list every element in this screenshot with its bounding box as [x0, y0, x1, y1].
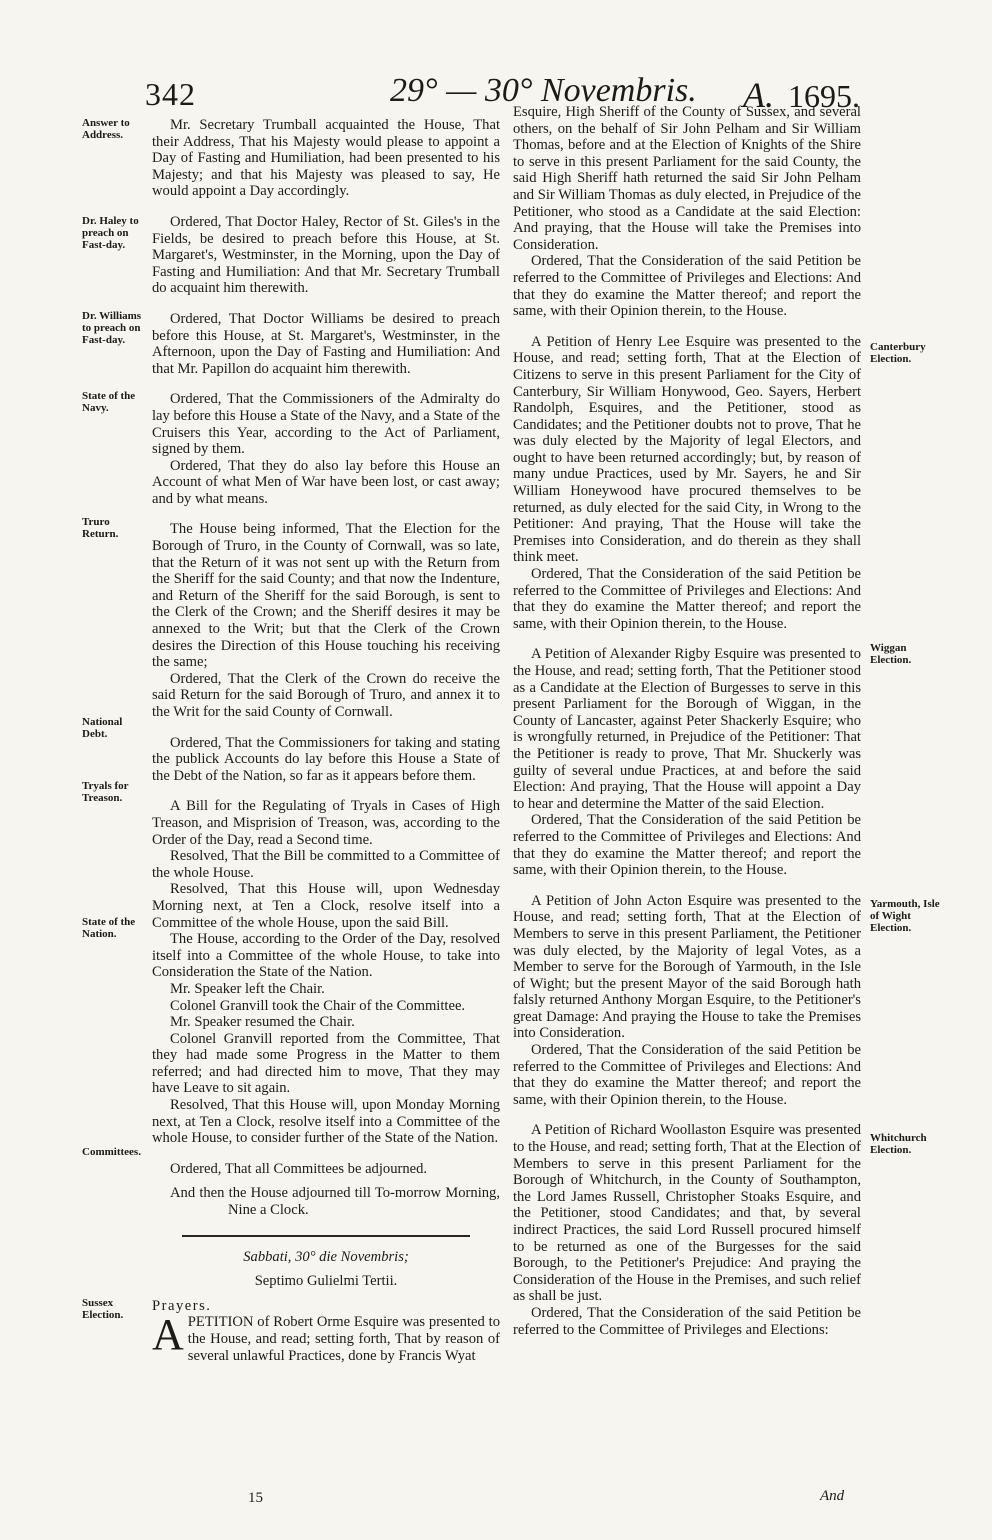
margin-note: National Debt. — [82, 716, 123, 740]
paragraph: A Petition of Henry Lee Esquire was presented to the House, and read; setting forth, That at the Election of Citizens to serve in this present Parliament for the City of Canterbury, Sir William Honywood, Geo. Sayers, Herbert Randolph, Esquires, and the Petitioner, stood as Candidates; and the Petitioner doubts not to prove, That he was duly elected by the Majority of legal Electors, and ought to have been returned accordingly; but, by reason of many undue Practices, used by Mr. Sayers, he and Sir William Honeywood have procured themselves to be returned, as duly elected for the said City, in Wrong to the Petitioner: And praying, That the House will take the Premises into Consideration, and do therein as they shall think meet. — [513, 333, 861, 566]
paragraph: Ordered, That the Clerk of the Crown do receive the said Return for the said Borough of Truro, and annex it to the Writ for the said County of Cornwall. — [152, 670, 500, 720]
paragraph: Ordered, That the Consideration of the said Petition be referred to the Committee of Privileges and Elections: And that they do examine the Matter thereof; and report the same, with their Opinion therein, to the House. — [513, 812, 861, 879]
header-year-letter: A. — [743, 75, 774, 115]
catchword: And — [820, 1488, 845, 1504]
paragraph: Ordered, That they do also lay before this House an Account of what Men of War have been lost, or cast away; and by what means. — [152, 457, 500, 507]
margin-note: Committees. — [82, 1146, 141, 1158]
paragraph: Mr. Speaker left the Chair. — [170, 980, 325, 997]
margin-note: Yarmouth, Isle of Wight Election. — [870, 898, 940, 934]
paragraph — [152, 1310, 500, 1364]
adjournment: And then the House adjourned till To-morrow Morning, Nine a Clock. — [170, 1185, 500, 1219]
margin-note: Truro Return. — [82, 516, 119, 540]
margin-note: Tryals for Treason. — [82, 780, 129, 804]
paragraph: Ordered, That the Consideration of the said Petition be referred to the Committee of Privileges and Elections: And that they do examine the Matter thereof; and report the same, with their Opinion therein, to the House. — [513, 1042, 861, 1108]
margin-note: Whitchurch Election. — [870, 1132, 927, 1156]
margin-note: Answer to Address. — [82, 117, 130, 141]
paragraph: Mr. Speaker resumed the Chair. — [170, 1014, 355, 1031]
section-rule — [182, 1235, 470, 1237]
paragraph: Ordered, That Doctor Haley, Rector of St. Giles's in the Fields, be desired to preach before this House, at St. Margaret's, Westminster, in the Morning, upon the Day of Fasting and Humiliation: And that Mr. Secretary Trumball do acquaint him therewith. — [152, 213, 500, 297]
paragraph: Ordered, That the Consideration of the said Petition be referred to the Committee of Privileges and Elections: And that they do examine the Matter thereof; and report the same, with their Opinion therein, to the House. — [513, 566, 861, 632]
page-number: 342 — [145, 76, 196, 112]
margin-note: Sussex Election. — [82, 1297, 124, 1321]
date-line: Sabbati, 30° die Novembris; — [243, 1248, 409, 1265]
paragraph: Resolved, That the Bill be committed to a Committee of the whole House. — [152, 848, 500, 881]
right-column — [513, 104, 861, 1338]
paragraph: Mr. Secretary Trumball acquainted the House, That their Address, That his Majesty would please to appoint a Day of Fasting and Humiliation, had been presented to his Majesty; and that his Majesty was pleased to say, He would appoint a Day accordingly. — [152, 117, 500, 200]
drop-cap: A — [152, 1310, 184, 1360]
prayers-heading: Prayers. — [152, 1297, 212, 1314]
paragraph: A Petition of Richard Woollaston Esquire was presented to the House, and read; setting forth, That at the Election of Members to serve in this present Parliament for the Borough of Whitchurch, in the County of Southampton, the Lord James Russell, Christopher Stoaks Esquire, and the Petitioner, stood Candidates; and that, by several indirect Practices, the said Lord Russell procured himself to be returned as one of the Burgesses for the said Borough, to the Petitioner's Prejudice: And praying the Consideration of the House in the Premises, and such relief as shall be just. — [513, 1122, 861, 1305]
regnal-year: Septimo Gulielmi Tertii. — [254, 1273, 398, 1290]
paragraph: Ordered, That the Consideration of the said Petition be referred to the Committee of Privileges and Elections: — [513, 1304, 861, 1338]
paragraph: Ordered, That the Consideration of the said Petition be referred to the Committee of Privileges and Elections: And that they do examine the Matter thereof; and report the same, with their Opinion therein, to the House. — [513, 253, 861, 320]
paragraph: Colonel Granvill reported from the Committee, That they had made some Progress in the Matter to them referred; and had directed him to move, That they may have Leave to sit again. — [152, 1030, 500, 1097]
margin-note: Dr. Haley to preach on Fast-day. — [82, 215, 139, 251]
header-title: 29° — 30° Novembris. — [390, 72, 697, 109]
paragraph: A Petition of John Acton Esquire was presented to the House, and read; setting forth, That at the Election of Members to serve in this present Parliament, the Petitioner was duly elected, by the Majority of legal Votes, as a Member to serve for the Borough of Yarmouth, in the Isle of Wight; but the present Mayor of the said Borough hath falsly returned Anthony Morgan Esquire, to the Petitioner's great Damage: And praying the House to take the Premises into Consideration. — [513, 892, 861, 1042]
paragraph: Colonel Granvill took the Chair of the Committee. — [170, 997, 466, 1014]
paragraph: A Petition of Alexander Rigby Esquire was presented to the House, and read; setting forth, That the Petitioner stood as a Candidate at the Election of Burgesses to serve in this present Parliament for the Borough of Wiggan, in the County of Lancaster, against Peter Shackerly Esquire; who is wrongfully returned, in Prejudice of the Petitioner: That the Petitioner is ready to prove, That Mr. Shuckerly was guilty of several undue Practices, at and before the said Election: And praying, That the House will appoint a Day to hear and determine the Matter of the said Election. — [513, 646, 861, 812]
paragraph: The House, according to the Order of the Day, resolved itself into a Committee of the whole House, to take into Consideration the State of the Nation. — [152, 931, 500, 981]
signature-mark: 15 — [248, 1490, 263, 1506]
paragraph-text: PETITION of Robert Orme Esquire was presented to the House, and read; setting forth, That by reason of several unlawful Practices, done by Francis Wyat — [187, 1314, 500, 1364]
paragraph: Esquire, High Sheriff of the County of Sussex, and several others, on the behalf of Sir John Pelham and Sir William Thomas, before and at the Election of Knights of the Shire to serve in this present Parliament for the said County, the said High Sheriff hath returned the said Sir John Pelham and Sir William Thomas as duly elected, in Prejudice of the Petitioner, who stood as a Candidate at the said Election: And praying, that the House will take the Premises into Consideration. — [513, 104, 861, 253]
margin-note: Canterbury Election. — [870, 341, 926, 365]
paragraph: Ordered, That the Commissioners for taking and stating the publick Accounts do lay before this House a State of the Debt of the Nation, so far as it appears before them. — [152, 734, 500, 784]
paragraph: Resolved, That this House will, upon Monday Morning next, at Ten a Clock, resolve itself into a Committee of the whole House, to consider further of the State of the Nation. — [152, 1097, 500, 1147]
paragraph: A Bill for the Regulating of Tryals in Cases of High Treason, and Misprision of Treason, was, according to the Order of the Day, read a Second time. — [152, 798, 500, 848]
header-year-number: 1695. — [788, 78, 860, 114]
paragraph: Resolved, That this House will, upon Wednesday Morning next, at Ten a Clock, resolve itself into a Committee of the whole House, upon the said Bill. — [152, 881, 500, 931]
paragraph: The House being informed, That the Election for the Borough of Truro, in the County of Cornwall, was so late, that the Return of it was not sent up with the Return from the Sheriff for the said County; and that now the Indenture, and Return of the Sheriff for the said Borough, is sent to the Clerk of the Crown; and the Sheriff desires it may be annexed to the Writ; but that the Clerk of the Crown desires the Direction of this House touching his receiving the same; — [152, 521, 500, 671]
margin-note: State of the Navy. — [82, 390, 136, 414]
paragraph: Ordered, That all Committees be adjourned. — [170, 1160, 428, 1177]
margin-note: Dr. Williams to preach on Fast-day. — [82, 310, 142, 346]
margin-note: State of the Nation. — [82, 916, 136, 940]
paragraph: Ordered, That Doctor Williams be desired to preach before this House, at St. Margaret's, Westminster, in the Afternoon, upon the Day of Fasting and Humiliation: And that Mr. Papillon do acquaint him therewith. — [152, 310, 500, 377]
left-column — [152, 117, 500, 1364]
paragraph: Ordered, That the Commissioners of the Admiralty do lay before this House a State of the Navy, and a State of the Cruisers this Year, according to the Act of Parliament, signed by them. — [152, 391, 500, 458]
margin-note: Wiggan Election. — [870, 642, 912, 666]
